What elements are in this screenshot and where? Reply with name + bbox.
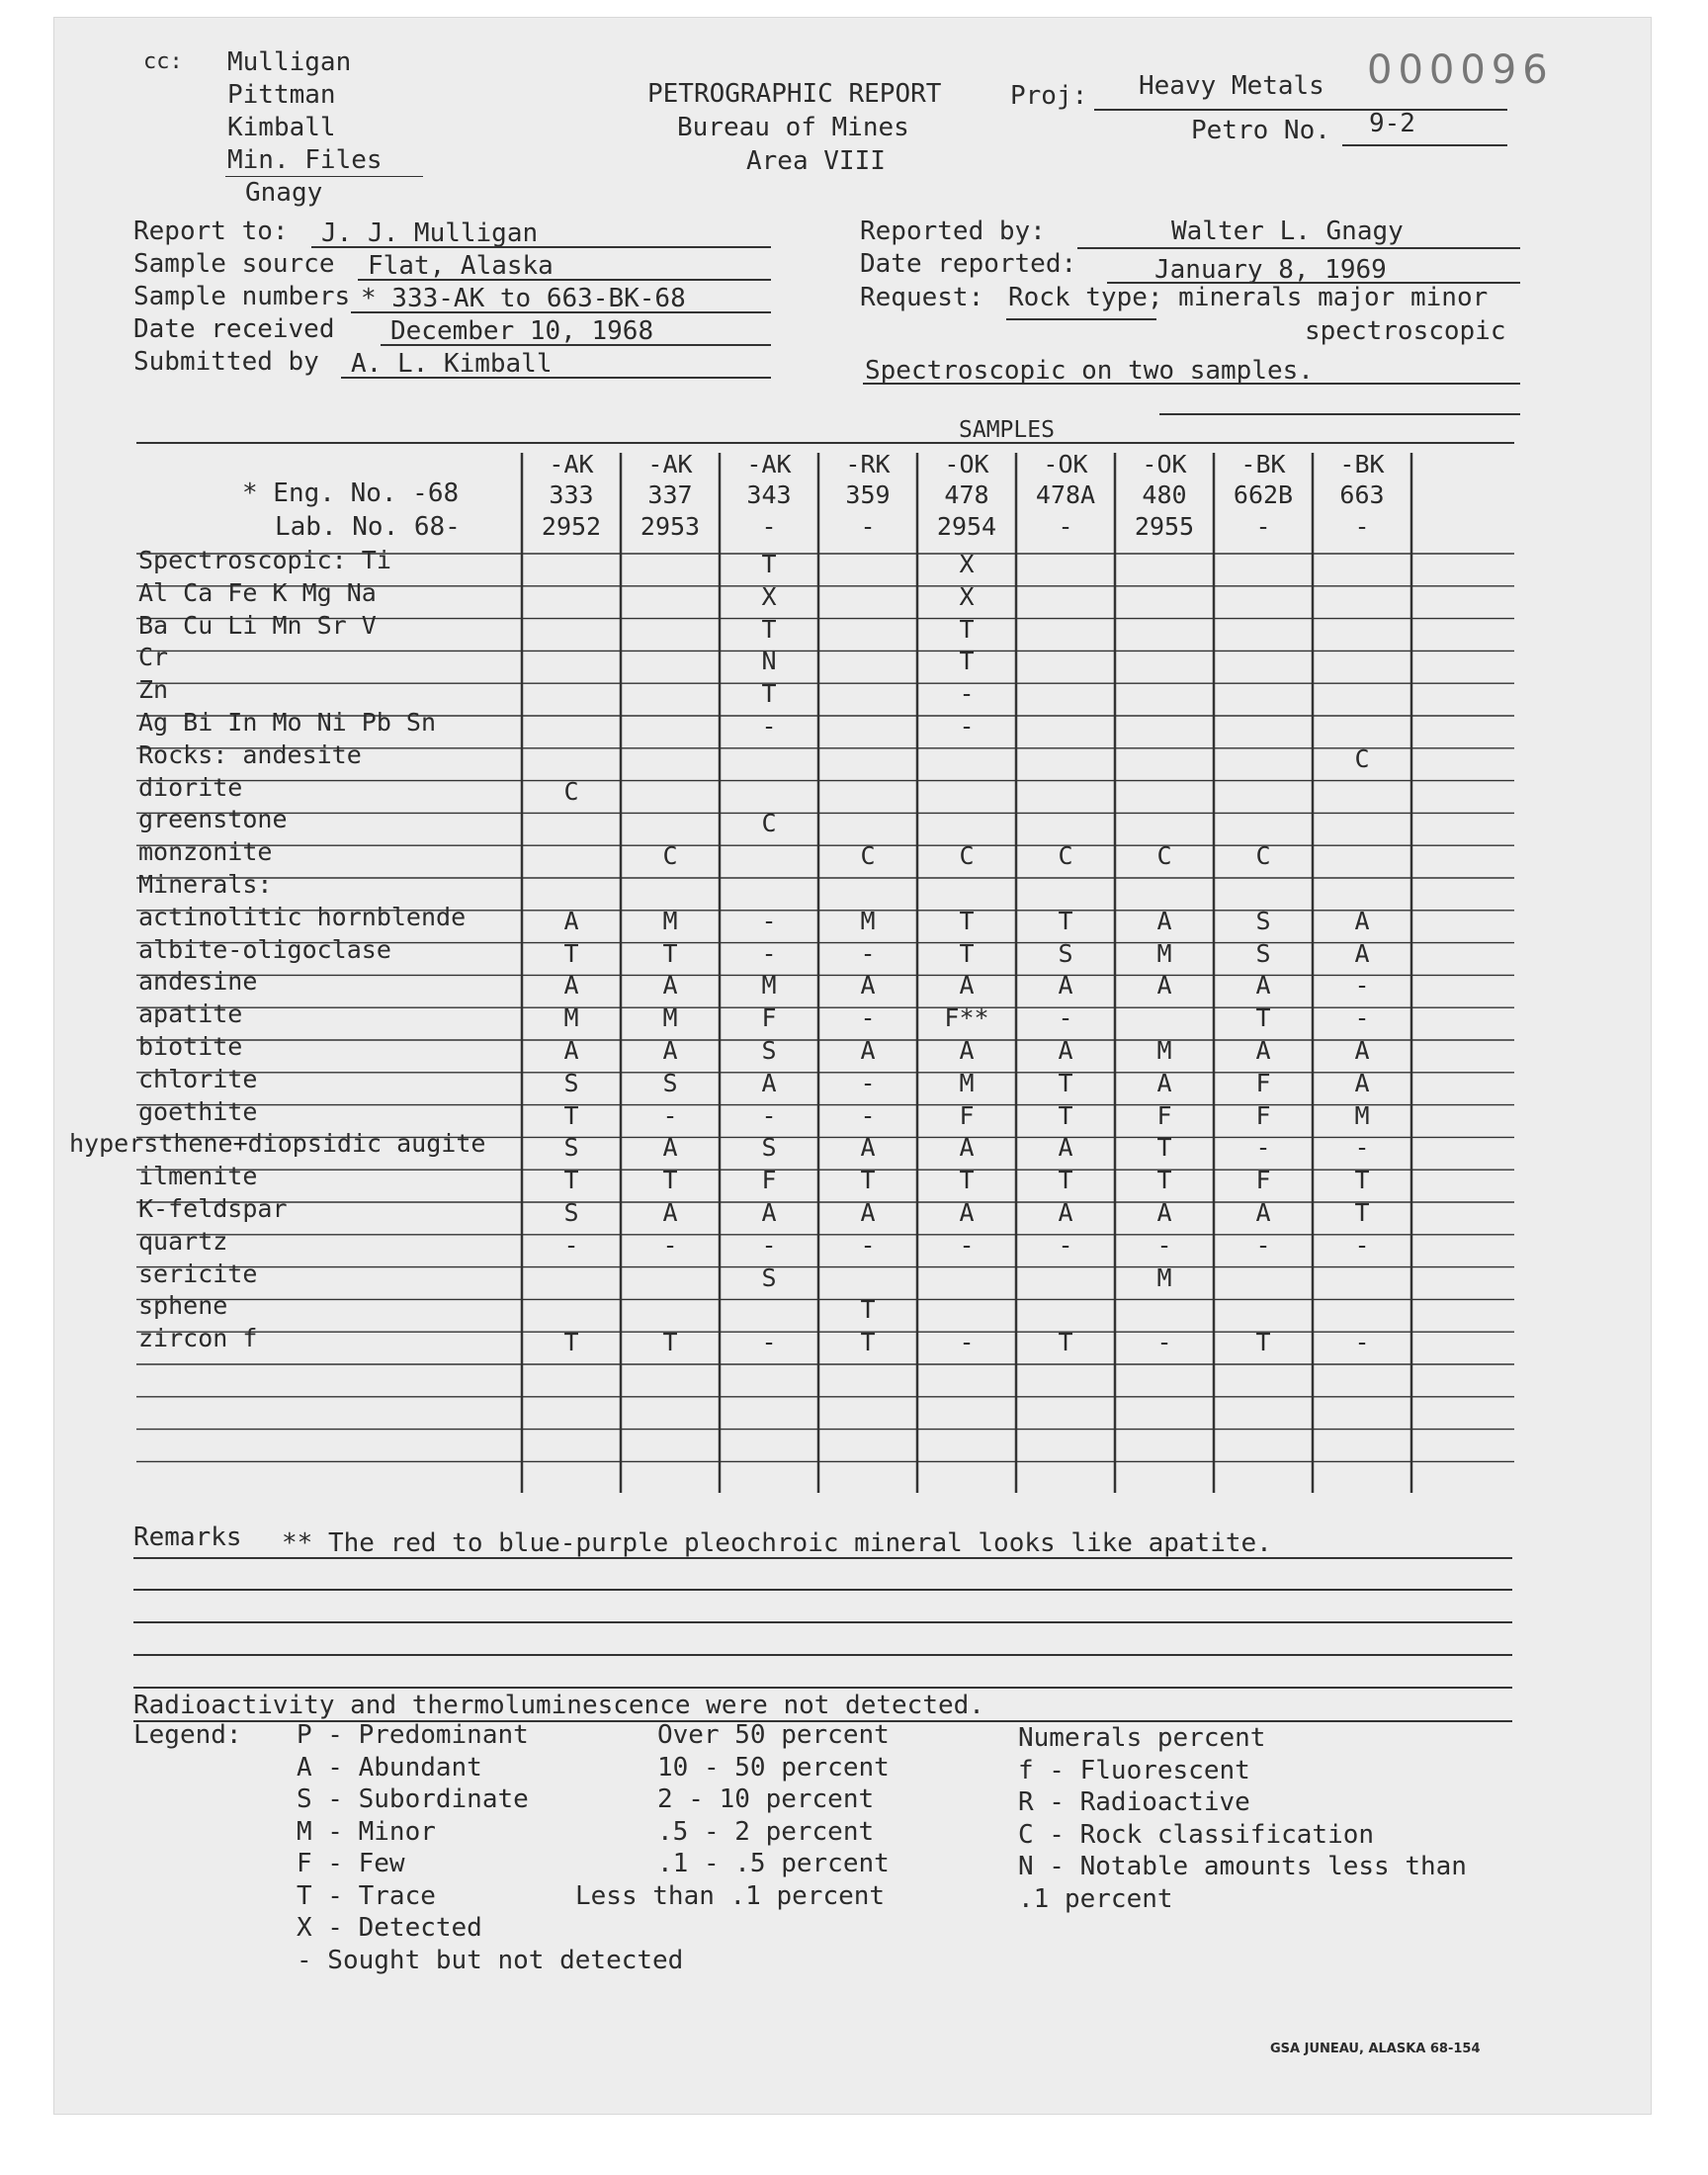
column-suffix: -AK [549, 450, 594, 478]
row-label: Minerals: [138, 870, 273, 899]
table-cell: A [563, 906, 579, 935]
table-cell: - [761, 1100, 777, 1130]
row-label: sphene [138, 1291, 228, 1321]
footer-form-id: GSA JUNEAU, ALASKA 68-154 [1270, 2042, 1481, 2056]
petro-label: Petro No. [1191, 116, 1330, 145]
row-label: diorite [138, 772, 243, 802]
row-label: biotite [138, 1032, 243, 1061]
table-cell: M [1156, 1262, 1172, 1292]
proj-value: Heavy Metals [1139, 71, 1324, 101]
table-cell: F [761, 1166, 777, 1195]
remarks-text: ** The red to blue-purple pleochroic mineral looks like apatite. [282, 1528, 1272, 1558]
table-cell: A [1255, 971, 1271, 1000]
remarks-underline [133, 1687, 1512, 1689]
row-label: chlorite [138, 1064, 258, 1093]
lab-number: 2955 [1134, 512, 1195, 541]
table-cell: F [1255, 1166, 1271, 1195]
table-cell: A [959, 1133, 975, 1163]
table-cell: - [860, 1230, 876, 1260]
eng-number: 337 [647, 480, 693, 509]
table-cell: - [761, 938, 777, 968]
table-cell: - [1354, 1133, 1370, 1163]
request-note: Spectroscopic on two samples. [865, 356, 1314, 386]
table-cell: A [959, 971, 975, 1000]
table-cell: A [860, 1133, 876, 1163]
table-cell: - [1255, 1230, 1271, 1260]
table-cell: C [959, 841, 975, 871]
table-cell: C [761, 809, 777, 838]
row-label: Ag Bi In Mo Ni Pb Sn [138, 708, 437, 737]
table-cell: A [1354, 1036, 1370, 1065]
table-cell: A [563, 971, 579, 1000]
table-cell: F [959, 1100, 975, 1130]
table-cell: - [761, 712, 777, 740]
table-cell: A [1156, 906, 1172, 935]
document-number-stamp: 000096 [1367, 47, 1554, 93]
table-cell: - [860, 1100, 876, 1130]
table-cell: F [1255, 1068, 1271, 1097]
row-label: sericite [138, 1259, 258, 1288]
table-cell: A [1058, 1133, 1073, 1163]
table-cell: T [1354, 1166, 1370, 1195]
lab-number: 2952 [541, 512, 602, 541]
table-cell: - [959, 1230, 975, 1260]
eng-number: 662B [1233, 480, 1294, 509]
table-cell: M [1354, 1100, 1370, 1130]
date-reported-value: January 8, 1969 [1154, 255, 1387, 285]
column-suffix: -OK [1142, 450, 1187, 478]
legend-label: Legend: [133, 1720, 242, 1750]
agency-name: Bureau of Mines [677, 113, 909, 142]
legend-percent: 10 - 50 percent [657, 1752, 890, 1783]
table-cell: A [662, 1133, 678, 1163]
distribution-name: Gnagy [245, 178, 323, 208]
row-label: andesine [138, 967, 258, 997]
table-cell: T [959, 906, 975, 935]
table-cell: T [563, 1166, 579, 1195]
legend-code: T - Trace [297, 1880, 436, 1911]
table-cell: A [1354, 906, 1370, 935]
table-cell: A [1156, 971, 1172, 1000]
table-cell: S [761, 1036, 777, 1065]
row-label: greenstone [138, 805, 288, 834]
table-cell: C [1255, 841, 1271, 871]
table-cell: S [563, 1133, 579, 1163]
distribution-name: Pittman [227, 80, 336, 110]
table-cell: C [662, 841, 678, 871]
table-cell: S [563, 1068, 579, 1097]
table-cell: - [1354, 1230, 1370, 1260]
distribution-name: Kimball [227, 113, 336, 142]
table-cell: A [1058, 971, 1073, 1000]
distribution-name: Mulligan [227, 47, 352, 77]
row-label: Spectroscopic: Ti [138, 546, 391, 574]
table-cell: T [959, 1166, 975, 1195]
remarks-underline [133, 1621, 1512, 1623]
reported-by-value: Walter L. Gnagy [1171, 217, 1404, 246]
table-cell: T [563, 938, 579, 968]
row-label: apatite [138, 1000, 243, 1029]
eng-number: 343 [746, 480, 792, 509]
field-value: December 10, 1968 [390, 316, 654, 346]
row-label: K-feldspar [138, 1194, 288, 1223]
lab-number: 2953 [640, 512, 701, 541]
table-cell: T [563, 1100, 579, 1130]
cc-label: cc: [143, 49, 183, 74]
table-cell: T [860, 1295, 876, 1325]
reported-by-label: Reported by: [860, 217, 1046, 246]
remarks-underline [133, 1654, 1512, 1656]
table-cell: M [662, 906, 678, 935]
table-cell: S [761, 1262, 777, 1292]
field-value: J. J. Mulligan [321, 218, 539, 248]
table-cell: X [761, 581, 777, 611]
lab-number: - [761, 512, 777, 541]
table-cell: M [563, 1003, 579, 1033]
lab-no-label: Lab. No. 68- [275, 512, 461, 542]
distribution-name: Min. Files [227, 145, 383, 175]
table-cell: T [662, 1166, 678, 1195]
table-cell: A [1156, 1198, 1172, 1227]
table-cell: T [1255, 1003, 1271, 1033]
table-cell: T [1255, 1328, 1271, 1357]
table-cell: A [761, 1068, 777, 1097]
legend-code: A - Abundant [297, 1752, 482, 1783]
remarks-underline [133, 1557, 1512, 1559]
table-cell: C [860, 841, 876, 871]
table-cell: T [662, 938, 678, 968]
lab-number: - [1354, 512, 1370, 541]
legend-note: R - Radioactive [1018, 1787, 1250, 1817]
table-cell: A [959, 1198, 975, 1227]
table-cell: M [761, 971, 777, 1000]
row-label: Cr [138, 643, 169, 672]
legend-percent: 2 - 10 percent [657, 1784, 875, 1814]
legend-note: N - Notable amounts less than [1018, 1852, 1467, 1881]
table-cell: N [761, 647, 777, 676]
lab-number: - [1058, 512, 1073, 541]
legend-code: M - Minor [297, 1816, 436, 1847]
radioactivity-note: Radioactivity and thermoluminescence were not detected. [133, 1691, 984, 1720]
table-cell: S [1255, 938, 1271, 968]
report-title: PETROGRAPHIC REPORT [647, 79, 942, 109]
table-cell: M [1156, 1036, 1172, 1065]
row-label: Ba Cu Li Mn Sr V [138, 610, 377, 640]
table-cell: X [959, 550, 975, 578]
area-name: Area VIII [746, 146, 886, 176]
request-label: Request: [860, 283, 984, 312]
column-suffix: -OK [1043, 450, 1088, 478]
table-cell: - [860, 1003, 876, 1033]
proj-label: Proj: [1010, 81, 1088, 111]
legend-note: .1 percent [1018, 1883, 1173, 1914]
table-cell: A [662, 1036, 678, 1065]
field-label: Submitted by [133, 347, 319, 377]
table-cell: - [1058, 1230, 1073, 1260]
lab-number: - [1255, 512, 1271, 541]
table-cell: T [860, 1328, 876, 1357]
eng-no-label: * Eng. No. -68 [242, 478, 460, 508]
table-cell: A [860, 1198, 876, 1227]
legend-code: S - Subordinate [297, 1784, 529, 1814]
table-cell: A [563, 1036, 579, 1065]
table-cell: - [1058, 1003, 1073, 1033]
table-cell: M [860, 906, 876, 935]
table-cell: - [1354, 1328, 1370, 1357]
table-cell: - [662, 1230, 678, 1260]
legend-percent: .1 - .5 percent [657, 1849, 890, 1878]
table-cell: - [959, 712, 975, 740]
column-suffix: -AK [647, 450, 693, 478]
table-cell: T [959, 647, 975, 676]
row-label: quartz [138, 1226, 228, 1256]
request-value: Rock type; minerals major minor [1008, 283, 1489, 312]
table-cell: - [959, 679, 975, 709]
table-cell: T [1058, 906, 1073, 935]
row-label: Al Ca Fe K Mg Na [138, 577, 377, 607]
eng-number: 478 [944, 480, 989, 509]
row-label: albite-oligoclase [138, 934, 391, 964]
table-cell: F [1255, 1100, 1271, 1130]
field-value: * 333-AK to 663-BK-68 [361, 284, 686, 313]
table-cell: A [662, 971, 678, 1000]
eng-number: 359 [845, 480, 891, 509]
table-cell: - [1156, 1230, 1172, 1260]
field-label: Report to: [133, 217, 289, 246]
legend-note: C - Rock classification [1018, 1819, 1375, 1850]
column-suffix: -RK [845, 450, 891, 478]
table-cell: T [1156, 1166, 1172, 1195]
legend-code: F - Few [297, 1849, 405, 1878]
table-cell: T [959, 938, 975, 968]
table-cell: T [1354, 1198, 1370, 1227]
table-cell: A [860, 971, 876, 1000]
table-cell: A [1058, 1198, 1073, 1227]
eng-number: 478A [1035, 480, 1096, 509]
lab-number: 2954 [936, 512, 997, 541]
row-label: hypersthene+diopsidic augite [69, 1129, 486, 1159]
table-cell: A [662, 1198, 678, 1227]
table-cell: A [1156, 1068, 1172, 1097]
table-cell: A [1255, 1198, 1271, 1227]
table-cell: X [959, 581, 975, 611]
table-cell: A [860, 1036, 876, 1065]
table-cell: F [1156, 1100, 1172, 1130]
samples-title: SAMPLES [959, 417, 1055, 443]
legend-percent: .5 - 2 percent [657, 1816, 875, 1847]
table-cell: A [1354, 1068, 1370, 1097]
table-cell: - [1354, 971, 1370, 1000]
lab-number: - [860, 512, 876, 541]
petro-value: 9-2 [1369, 109, 1415, 138]
table-cell: F** [944, 1003, 989, 1033]
table-cell: M [662, 1003, 678, 1033]
table-cell: T [761, 679, 777, 709]
table-cell: T [761, 550, 777, 578]
table-cell: S [1255, 906, 1271, 935]
table-cell: T [662, 1328, 678, 1357]
legend-code: - Sought but not detected [297, 1945, 684, 1975]
column-suffix: -AK [746, 450, 792, 478]
table-cell: A [1058, 1036, 1073, 1065]
table-cell: C [1156, 841, 1172, 871]
table-cell: T [1058, 1328, 1073, 1357]
table-cell: C [563, 776, 579, 806]
field-label: Sample numbers [133, 282, 351, 311]
table-cell: S [1058, 938, 1073, 968]
table-cell: S [761, 1133, 777, 1163]
table-cell: - [860, 1068, 876, 1097]
field-value: A. L. Kimball [351, 349, 553, 379]
legend-percent: Less than .1 percent [575, 1880, 886, 1911]
table-cell: - [1255, 1133, 1271, 1163]
row-label: actinolitic hornblende [138, 902, 467, 931]
table-cell: T [1058, 1068, 1073, 1097]
table-cell: - [761, 1328, 777, 1357]
eng-number: 480 [1142, 480, 1187, 509]
table-cell: T [1058, 1166, 1073, 1195]
row-label: ilmenite [138, 1162, 258, 1191]
table-cell: S [662, 1068, 678, 1097]
table-cell: M [959, 1068, 975, 1097]
table-cell: - [1156, 1328, 1172, 1357]
table-cell: T [1058, 1100, 1073, 1130]
eng-number: 663 [1339, 480, 1385, 509]
table-cell: - [1354, 1003, 1370, 1033]
table-cell: A [1255, 1036, 1271, 1065]
eng-number: 333 [549, 480, 594, 509]
table-cell: M [1156, 938, 1172, 968]
row-label: zircon f [138, 1324, 258, 1353]
table-cell: C [1058, 841, 1073, 871]
legend-note: Numerals percent [1018, 1723, 1266, 1753]
row-label: goethite [138, 1096, 258, 1126]
table-cell: C [1354, 743, 1370, 773]
column-suffix: -BK [1339, 450, 1385, 478]
date-reported-label: Date reported: [860, 249, 1077, 279]
column-suffix: -BK [1240, 450, 1286, 478]
table-cell: F [761, 1003, 777, 1033]
table-cell: - [563, 1230, 579, 1260]
table-cell: - [761, 1230, 777, 1260]
table-cell: - [959, 1328, 975, 1357]
legend-note: f - Fluorescent [1018, 1755, 1250, 1785]
remarks-underline [133, 1589, 1512, 1591]
table-cell: A [1354, 938, 1370, 968]
row-label: Zn [138, 675, 169, 705]
table-cell: - [662, 1100, 678, 1130]
field-label: Sample source [133, 249, 335, 279]
row-label: Rocks: andesite [138, 740, 362, 769]
field-label: Date received [133, 314, 335, 344]
remarks-label: Remarks [133, 1522, 242, 1552]
legend-code: X - Detected [297, 1913, 482, 1943]
column-suffix: -OK [944, 450, 989, 478]
table-cell: T [761, 614, 777, 644]
table-cell: S [563, 1198, 579, 1227]
field-value: Flat, Alaska [368, 251, 554, 281]
table-cell: - [860, 938, 876, 968]
request-value-2: spectroscopic [1305, 316, 1506, 346]
row-label: monzonite [138, 837, 273, 867]
table-cell: A [959, 1036, 975, 1065]
table-cell: T [1156, 1133, 1172, 1163]
table-cell: - [761, 906, 777, 935]
table-cell: T [563, 1328, 579, 1357]
legend-percent: Over 50 percent [657, 1720, 890, 1750]
table-cell: T [860, 1166, 876, 1195]
table-cell: T [959, 614, 975, 644]
table-cell: A [761, 1198, 777, 1227]
legend-code: P - Predominant [297, 1720, 529, 1750]
